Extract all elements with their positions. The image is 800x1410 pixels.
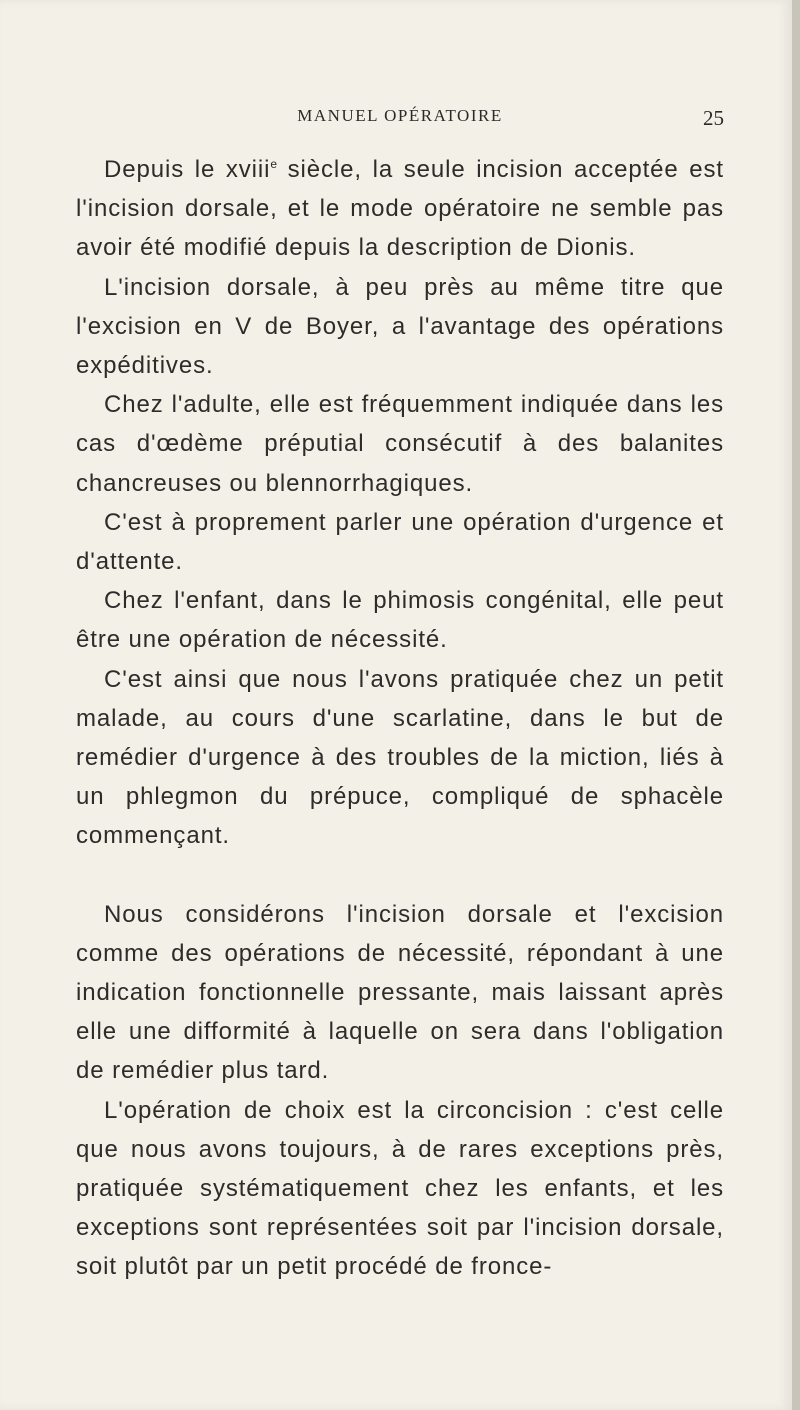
paragraph: Chez l'adulte, elle est fréquemment indiquée dans les cas d'œdème préputial consécutif à des balanites chancreuses ou blennorrhagiques. [76, 391, 724, 497]
paragraph: Chez l'enfant, dans le phimosis congénital, elle peut être une opération de nécessité. [76, 587, 724, 654]
running-header [76, 106, 724, 134]
paragraph [76, 145, 724, 268]
paragraph-text: siècle, la seule incision acceptée est l'incision dorsale, et le mode opératoire ne semble pas avoir été modifié depuis la description de Dionis. [76, 156, 724, 262]
paragraph: C'est à proprement parler une opération d'urgence et d'attente. [76, 508, 724, 576]
century-superscript: e [270, 157, 278, 171]
paragraph: C'est ainsi que nous l'avons pratiquée chez un petit malade, au cours d'une scarlatine, dans le but de remédier d'urgence à des troubles de la miction, liés à un phlegmon du prépuce, compliqué de sphacèle commençant. [76, 665, 724, 850]
page-number: 25 [703, 106, 724, 130]
paragraph-text: Depuis le xviii [104, 156, 271, 183]
section-break [76, 856, 724, 895]
paragraph: L'opération de choix est la circoncision : c'est celle que nous avons toujours, à de rares exceptions près, pratiquée systématiquement chez les enfants, et les exceptions sont représentées soit par l'incision dorsale, soit plutôt par un petit procédé de fronce- [76, 1096, 724, 1281]
body-text [76, 145, 724, 1287]
paragraph: L'incision dorsale, à peu près au même titre que l'excision en V de Boyer, a l'avantage des opérations expéditives. [76, 273, 724, 380]
paragraph: Nous considérons l'incision dorsale et l'excision comme des opérations de nécessité, répondant à une indication fonctionnelle pressante, mais laissant après elle une difformité à laquelle on sera dans l'obligation de remédier plus tard. [76, 900, 724, 1085]
running-title: MANUEL OPÉRATOIRE [297, 106, 503, 125]
